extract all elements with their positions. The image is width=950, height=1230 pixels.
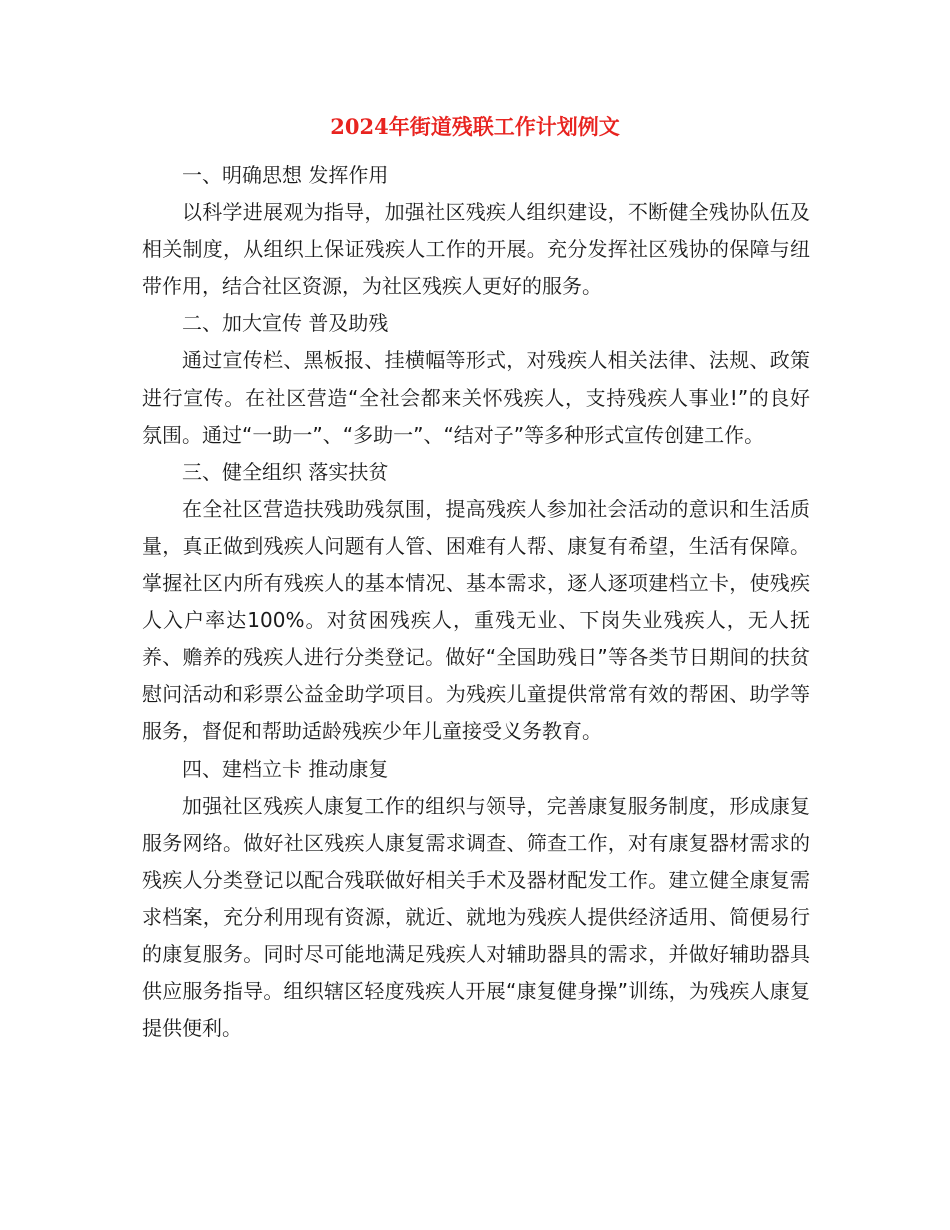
document-body (142, 157, 810, 1047)
section-paragraph-2: 通过宣传栏、黑板报、挂横幅等形式，对残疾人相关法律、法规、政策进行宣传。在社区营造“全社会都来关怀残疾人，支持残疾人事业!”的良好氛围。通过“一助一”、“多助一”、“结对子”等多种形式宣传创建工作。 (142, 348, 810, 447)
section-heading-2: 二、加大宣传 普及助残 (182, 311, 389, 336)
section-paragraph-3: 在全社区营造扶残助残氛围，提高残疾人参加社会活动的意识和生活质量，真正做到残疾人问题有人管、困难有人帮、康复有希望，生活有保障。掌握社区内所有残疾人的基本情况、基本需求，逐人逐项建档立卡，使残疾人入户率达100%。对贫困残疾人，重残无业、下岗失业残疾人，无人抚养、赡养的残疾人进行分类登记。做好“全国助残日”等各类节日期间的扶贫慰问活动和彩票公益金助学项目。为残疾儿童提供常常有效的帮困、助学等服务，督促和帮助适龄残疾少年儿童接受义务教育。 (142, 496, 810, 744)
section-paragraph-4: 加强社区残疾人康复工作的组织与领导，完善康复服务制度，形成康复服务网络。做好社区残疾人康复需求调查、筛查工作，对有康复器材需求的残疾人分类登记以配合残联做好相关手术及器材配发工作。建立健全康复需求档案，充分利用现有资源，就近、就地为残疾人提供经济适用、简便易行的康复服务。同时尽可能地满足残疾人对辅助器具的需求，并做好辅助器具供应服务指导。组织辖区轻度残疾人开展“康复健身操”训练，为残疾人康复提供便利。 (142, 793, 810, 1041)
section-heading-4: 四、建档立卡 推动康复 (182, 756, 389, 781)
section-heading-3: 三、健全组织 落实扶贫 (182, 459, 389, 484)
section-heading-1: 一、明确思想 发挥作用 (182, 163, 389, 187)
document-title: 2024年街道残联工作计划例文 (330, 114, 620, 139)
section-paragraph-1: 以科学进展观为指导，加强社区残疾人组织建设，不断健全残协队伍及相关制度，从组织上保证残疾人工作的开展。充分发挥社区残协的保障与纽带作用，结合社区资源，为社区残疾人更好的服务。 (142, 200, 810, 299)
